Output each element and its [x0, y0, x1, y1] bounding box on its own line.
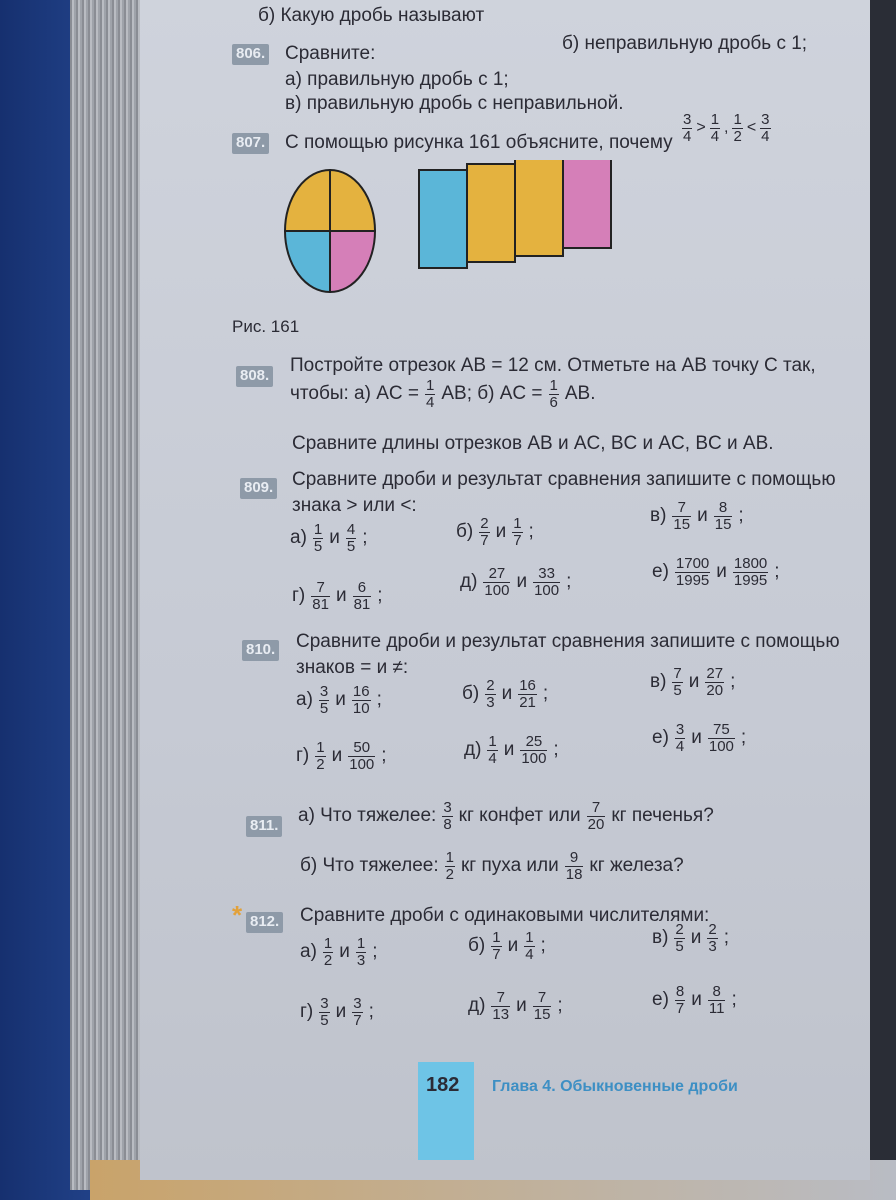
item-label: а) [296, 689, 313, 711]
exercise-811-a [298, 800, 714, 833]
fraction: 1 2 [733, 111, 742, 145]
separator: ; [362, 527, 368, 549]
denominator: 5 [675, 937, 684, 955]
fraction [533, 566, 560, 599]
fraction [524, 930, 534, 963]
exercise-item [296, 684, 382, 717]
item-label: е) [652, 561, 669, 583]
circle-quarter-blue [285, 231, 330, 292]
fraction [315, 740, 325, 773]
separator: ; [381, 745, 387, 767]
denominator: 100 [349, 755, 375, 773]
fraction [487, 734, 497, 767]
fraction [708, 984, 726, 1017]
numerator: 8 [675, 983, 685, 1000]
conjunction: и [516, 571, 528, 593]
exercise-806-number: 806. [232, 44, 269, 65]
denominator: 5 [673, 681, 682, 699]
fraction: 3 4 [683, 111, 692, 145]
exercise-806-a: а) правильную дробь с 1; [285, 69, 509, 90]
conjunction: и [688, 671, 700, 693]
numerator: 7 [316, 579, 325, 596]
circle-quarter-orange [330, 170, 375, 231]
denominator: 4 [675, 737, 685, 755]
separator: ; [377, 585, 383, 607]
numerator: 1 [316, 739, 325, 756]
fraction [483, 566, 510, 599]
denominator: 4 [525, 945, 534, 963]
fraction: 1 2 [445, 849, 454, 883]
page-number: 182 [426, 1074, 460, 1096]
fraction [675, 556, 710, 589]
denominator: 7 [513, 531, 522, 549]
conjunction: и [516, 995, 527, 1017]
numerator: 16 [352, 683, 370, 700]
denominator: 100 [534, 581, 560, 599]
separator: ; [542, 683, 549, 705]
fraction [512, 516, 522, 549]
separator: ; [368, 1001, 374, 1023]
fraction [518, 678, 537, 711]
separator: ; [557, 995, 563, 1017]
fraction [353, 580, 372, 613]
rect-part-orange [467, 164, 515, 262]
denominator: 3 [486, 693, 495, 711]
conjunction: и [335, 1001, 347, 1023]
fraction: 1 4 [710, 111, 720, 145]
numerator: 7 [537, 989, 547, 1006]
numerator: 16 [519, 677, 536, 694]
denominator: 7 [492, 945, 501, 963]
exercise-item [290, 522, 368, 555]
conjunction: и [507, 935, 519, 957]
conjunction: и [331, 745, 343, 767]
item-label: д) [464, 739, 482, 761]
circle-figure [285, 170, 375, 292]
numerator: 1 [313, 521, 323, 538]
comma: , [724, 119, 729, 137]
circle-quarter-orange [285, 170, 330, 231]
figure-caption: Рис. 161 [232, 317, 300, 336]
separator: ; [553, 739, 559, 761]
less-sign: < [746, 119, 757, 137]
conjunction: и [690, 927, 702, 949]
exercise-812-title: Сравните дроби с одинаковыми числителями: [300, 905, 710, 926]
exercise-807-text: С помощью рисунка 161 объясните, почему [285, 132, 673, 153]
fraction: 7 20 [587, 799, 605, 833]
fraction: 3 4 [761, 111, 770, 145]
fraction: 9 18 [565, 849, 583, 883]
separator: ; [372, 941, 378, 963]
denominator: 15 [673, 515, 691, 533]
conjunction: и [501, 683, 513, 705]
exercise-item [300, 936, 378, 969]
rect-part-pink [563, 160, 611, 248]
item-label: б) [468, 935, 486, 957]
conjunction: и [691, 727, 702, 749]
exercise-item [652, 922, 729, 955]
rectangle-figure [419, 160, 611, 268]
denominator: 5 [346, 537, 356, 555]
item-label: г) [296, 745, 310, 767]
rect-part-orange [515, 160, 563, 256]
denominator: 1995 [733, 571, 768, 589]
fraction [352, 684, 371, 717]
exercise-807-number: 807. [232, 133, 269, 154]
text: кг печенья? [611, 805, 714, 827]
denominator: 7 [480, 531, 489, 549]
denominator: 3 [708, 937, 717, 955]
numerator: 2 [708, 921, 717, 938]
denominator: 100 [708, 737, 734, 755]
fraction [672, 666, 682, 699]
item-label: а) [290, 527, 307, 549]
numerator: 1700 [675, 555, 710, 572]
numerator: 75 [713, 721, 730, 738]
exercise-item [650, 500, 744, 533]
numerator: 2 [675, 921, 684, 938]
fraction [675, 722, 685, 755]
separator: ; [376, 689, 382, 711]
numerator: 7 [496, 989, 505, 1006]
star-marker: * [232, 900, 243, 930]
exercise-808-line3: Сравните длины отрезков AB и AC, BC и AC, BC и AB. [292, 433, 774, 454]
exercise-item [464, 734, 559, 767]
fraction [491, 990, 510, 1023]
exercise-809-line2: знака > или <: [292, 495, 417, 516]
denominator: 7 [353, 1011, 362, 1029]
fraction: $\frac{1}{6}$ [549, 377, 558, 411]
numerator: 8 [712, 983, 721, 1000]
figure-161 [276, 160, 616, 300]
denominator: 20 [706, 681, 724, 699]
exercise-item [652, 984, 737, 1017]
conjunction: и [697, 505, 708, 527]
numerator: 3 [320, 995, 329, 1012]
fraction [352, 996, 362, 1029]
fraction [319, 996, 329, 1029]
numerator: 3 [353, 995, 362, 1012]
exercise-808-line1: Постройте отрезок AB = 12 см. Отметьте на AB точку C так, [290, 355, 816, 376]
numerator: 1 [513, 515, 522, 532]
fraction: 3 8 [443, 799, 452, 833]
exercise-item [292, 580, 383, 613]
separator: ; [740, 727, 747, 749]
exercise-810-number: 810. [242, 640, 279, 661]
denominator: 7 [675, 999, 685, 1017]
denominator: 1995 [675, 571, 710, 589]
conjunction: и [716, 561, 727, 583]
denominator: 100 [521, 749, 547, 767]
numerator: 1 [525, 929, 534, 946]
item-label: а) [300, 941, 317, 963]
exercise-808-line2 [290, 378, 595, 411]
exercise-item [300, 996, 374, 1029]
denominator: 3 [356, 951, 366, 969]
item-label: г) [292, 585, 306, 607]
circle-quarter-pink [330, 231, 375, 292]
exercise-806-title: Сравните: [285, 43, 376, 64]
separator: ; [723, 927, 730, 949]
numerator: 6 [357, 579, 367, 596]
conjunction: и [329, 527, 340, 549]
denominator: 15 [714, 515, 732, 533]
denominator: 15 [533, 1005, 551, 1023]
exercise-item [652, 556, 780, 589]
exercise-806-b: б) неправильную дробь с 1; [562, 33, 808, 54]
fraction [533, 990, 552, 1023]
numerator: 2 [486, 677, 495, 694]
exercise-811-b [300, 850, 684, 883]
text: кг железа? [589, 855, 684, 877]
fraction: $\frac{1}{4}$ [426, 377, 435, 411]
fraction [356, 936, 366, 969]
text: б) Что тяжелее: [300, 855, 439, 877]
exercise-810-line1: Сравните дроби и результат сравнения запишите с помощью [296, 631, 840, 652]
denominator: 10 [352, 699, 370, 717]
text: кг конфет или [458, 805, 581, 827]
numerator: 1 [492, 929, 501, 946]
text: кг пуха или [460, 855, 559, 877]
item-label: д) [460, 571, 478, 593]
item-label: в) [650, 671, 667, 693]
exercise-item [468, 990, 563, 1023]
fraction [733, 556, 768, 589]
fraction [323, 936, 333, 969]
denominator: 2 [323, 951, 333, 969]
text: а) Что тяжелее: [298, 805, 437, 827]
separator: ; [540, 935, 546, 957]
exercise-item [296, 740, 387, 773]
exercise-item [462, 678, 548, 711]
item-label: б) [456, 521, 474, 543]
item-label: б) [462, 683, 480, 705]
fraction [319, 684, 329, 717]
exercise-810-line2: знаков = и ≠: [296, 657, 409, 678]
fraction [674, 922, 684, 955]
denominator: 81 [353, 595, 371, 613]
item-label: д) [468, 995, 486, 1017]
exercise-809-number: 809. [240, 478, 277, 499]
numerator: 3 [675, 721, 685, 738]
item-label: е) [652, 727, 669, 749]
denominator: 13 [492, 1005, 510, 1023]
conjunction: и [335, 689, 346, 711]
fraction [714, 500, 733, 533]
exercise-812-number: 812. [246, 912, 283, 933]
fraction [675, 984, 685, 1017]
exercise-item [468, 930, 546, 963]
numerator: 3 [319, 683, 329, 700]
exercise-item [652, 722, 746, 755]
fraction [705, 666, 724, 699]
numerator: 25 [525, 733, 543, 750]
background-right [866, 0, 896, 1200]
fraction [313, 522, 323, 555]
top-cut-line: б) Какую дробь называют [258, 5, 485, 26]
denominator: 2 [316, 755, 325, 773]
conjunction: и [503, 739, 515, 761]
fraction [348, 740, 375, 773]
fraction [672, 500, 691, 533]
numerator: 1 [323, 935, 333, 952]
exercise-item [456, 516, 534, 549]
numerator: 2 [480, 515, 489, 532]
separator: ; [528, 521, 534, 543]
exercise-806-c: в) правильную дробь с неправильной. [285, 93, 624, 114]
numerator: 4 [346, 521, 356, 538]
numerator: 7 [677, 499, 686, 516]
numerator: 27 [488, 565, 506, 582]
numerator: 1800 [733, 555, 768, 572]
numerator: 27 [706, 665, 724, 682]
numerator: 33 [538, 565, 555, 582]
denominator: 5 [320, 1011, 329, 1029]
item-label: е) [652, 989, 669, 1011]
fraction [491, 930, 501, 963]
greater-sign: > [696, 119, 706, 137]
denominator: 5 [319, 699, 329, 717]
fraction [708, 722, 735, 755]
conjunction: и [335, 585, 347, 607]
fraction [485, 678, 495, 711]
separator: ; [738, 505, 744, 527]
conjunction: и [691, 989, 702, 1011]
item-label: г) [300, 1001, 314, 1023]
exercise-807-inequalities [682, 112, 771, 145]
conjunction: и [339, 941, 350, 963]
fraction [311, 580, 330, 613]
numerator: 8 [718, 499, 728, 516]
fraction [346, 522, 356, 555]
exercise-809-line1: Сравните дроби и результат сравнения запишите с помощью [292, 469, 836, 490]
exercise-item [460, 566, 571, 599]
separator: ; [730, 671, 736, 693]
denominator: 5 [313, 537, 323, 555]
denominator: 4 [488, 749, 497, 767]
exercise-808-number: 808. [236, 366, 273, 387]
numerator: 7 [673, 665, 682, 682]
numerator: 50 [353, 739, 371, 756]
denominator: 81 [312, 595, 329, 613]
separator: ; [774, 561, 780, 583]
denominator: 11 [708, 999, 725, 1017]
text: AB. [564, 383, 596, 405]
text: AB; б) AC = [441, 383, 543, 405]
conjunction: и [495, 521, 507, 543]
numerator: 1 [488, 733, 497, 750]
denominator: 100 [484, 581, 510, 599]
denominator: 21 [519, 693, 536, 711]
item-label: в) [650, 505, 667, 527]
fraction [707, 922, 717, 955]
separator: ; [731, 989, 737, 1011]
text: чтобы: а) AC = [290, 383, 419, 405]
item-label: в) [652, 927, 669, 949]
chapter-title: Глава 4. Обыкновенные дроби [492, 1078, 738, 1095]
numerator: 1 [356, 935, 366, 952]
fraction [479, 516, 489, 549]
rect-part-blue [419, 170, 467, 268]
fraction [520, 734, 547, 767]
exercise-811-number: 811. [246, 816, 282, 837]
separator: ; [566, 571, 572, 593]
exercise-item [650, 666, 735, 699]
